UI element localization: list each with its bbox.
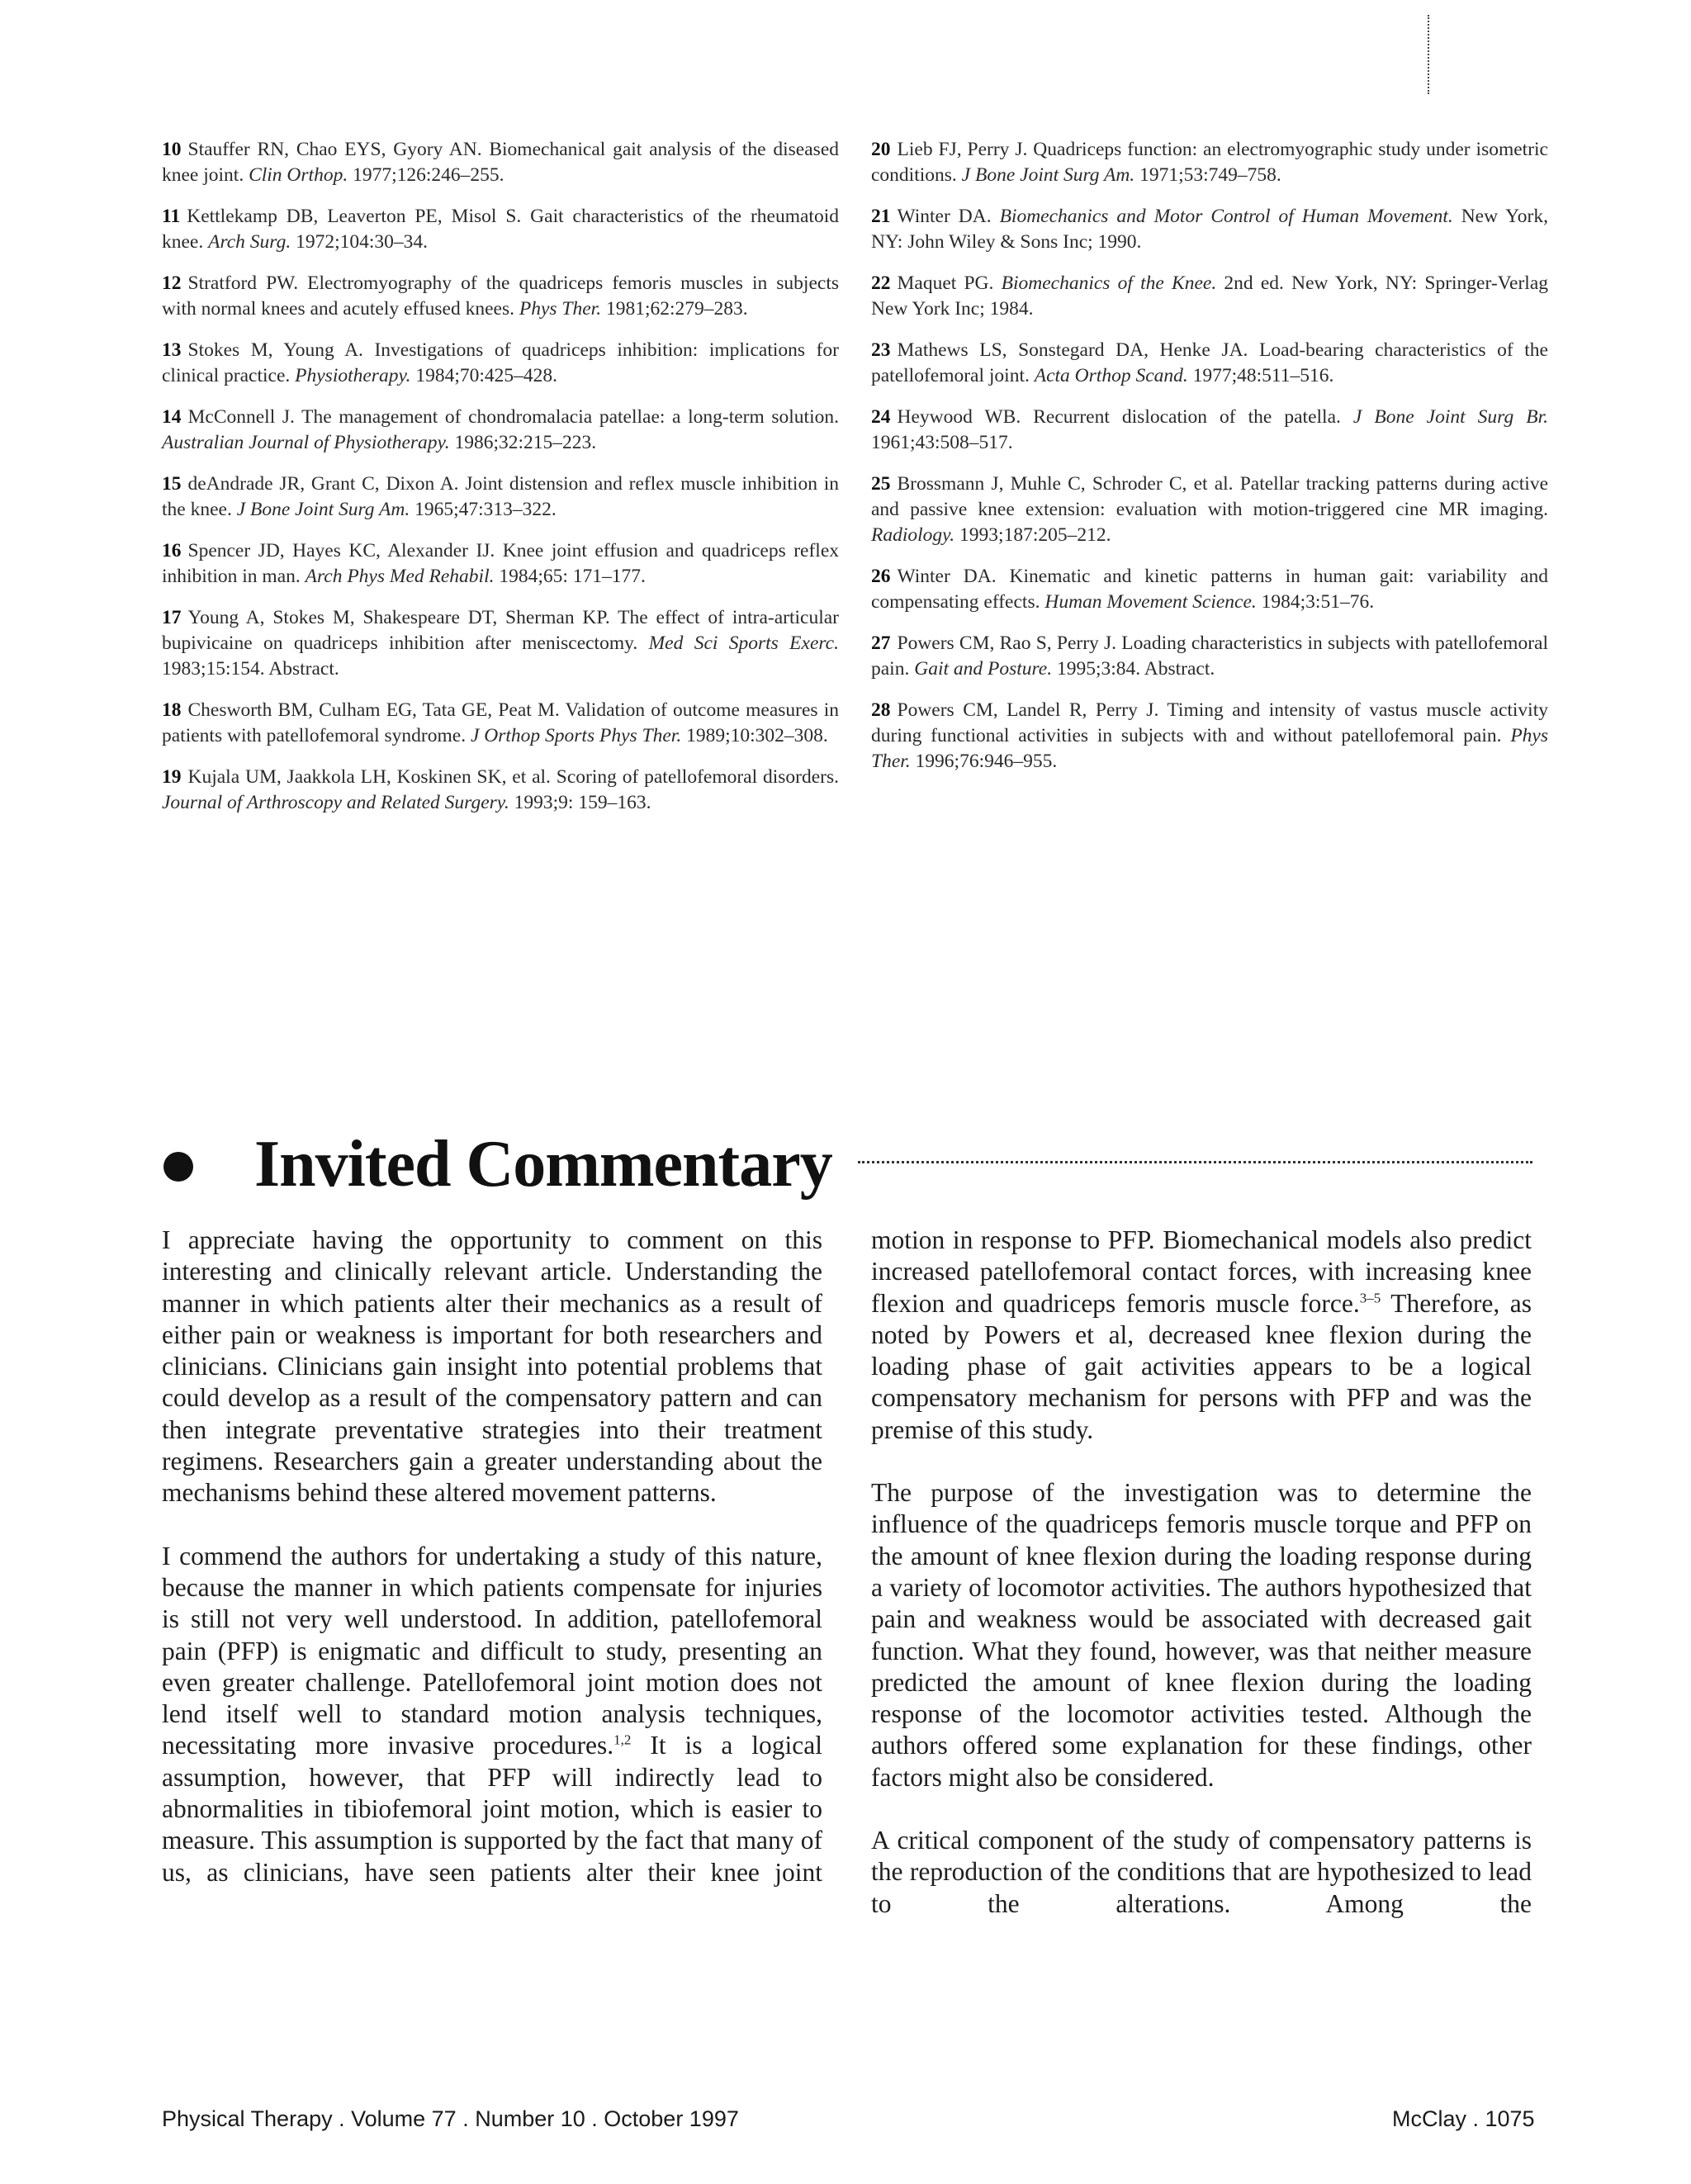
reference-journal: Journal of Arthroscopy and Related Surgery. — [162, 792, 509, 813]
reference-number: 13 — [162, 339, 182, 361]
reference-text: Young A, Stokes M, Shakespeare DT, Sherman KP. The effect of intra-articular bupivicaine on quadriceps inhibition after meniscectomy. — [162, 607, 839, 654]
reference-text: Chesworth BM, Culham EG, Tata GE, Peat M. Validation of outcome measures in patients with patellofemoral syndrome. — [162, 699, 839, 746]
reference-number: 28 — [871, 699, 891, 721]
reference-number: 22 — [871, 272, 891, 294]
reference-journal: Radiology. — [871, 524, 955, 546]
reference-item — [162, 538, 839, 590]
reference-item — [871, 137, 1548, 188]
paragraph — [162, 1541, 822, 1888]
reference-item — [871, 338, 1548, 389]
reference-item — [162, 204, 839, 255]
reference-number: 18 — [162, 699, 182, 721]
reference-text: Stokes M, Young A. Investigations of quadriceps inhibition: implications for clinical practice. — [162, 339, 839, 386]
reference-number: 27 — [871, 632, 891, 654]
footer-page-info: McClay . 1075 — [1392, 2106, 1535, 2131]
section-heading: Invited Commentary — [254, 1128, 832, 1201]
reference-journal: Phys Ther. — [871, 725, 1548, 772]
reference-journal: J Orthop Sports Phys Ther. — [470, 725, 682, 746]
reference-number: 15 — [162, 473, 182, 495]
section-heading-row — [162, 1119, 1532, 1210]
reference-item — [871, 631, 1548, 682]
reference-journal: Biomechanics and Motor Control of Human Movement. — [999, 206, 1453, 227]
reference-text: Stratford PW. Electromyography of the quadriceps femoris muscles in subjects with normal knees and acutely effused knees. — [162, 272, 839, 320]
reference-citation: 1981;62:279–283. — [601, 298, 748, 320]
reference-text: Brossmann J, Muhle C, Schroder C, et al. Patellar tracking patterns during active and passive knee extension: evaluation with motion-triggered cine MR imaging. — [871, 473, 1548, 520]
reference-journal: J Bone Joint Surg Br. — [1352, 406, 1549, 428]
reference-item — [871, 204, 1548, 255]
paragraph: A critical component of the study of compensatory patterns is the reproduction of the conditions that are hypothesized to lead to the alterations. Among the — [871, 1826, 1532, 1918]
margin-dotted-rule — [1428, 15, 1429, 94]
reference-journal: J Bone Joint Surg Am. — [236, 499, 410, 520]
reference-item — [162, 765, 839, 816]
heading-dotted-rule — [858, 1161, 1532, 1163]
citation-superscript: 1,2 — [613, 1732, 632, 1748]
reference-text: Lieb FJ, Perry J. Quadriceps function: an electromyographic study under isometric conditions. — [871, 139, 1548, 186]
reference-text: McConnell J. The management of chondromalacia patellae: a long-term solution. — [187, 406, 839, 428]
reference-journal: Gait and Posture. — [914, 658, 1053, 680]
reference-number: 23 — [871, 339, 891, 361]
reference-number: 17 — [162, 607, 182, 628]
reference-item — [871, 405, 1548, 456]
reference-number: 25 — [871, 473, 891, 495]
reference-citation: 1971;53:749–758. — [1134, 164, 1281, 186]
reference-text: Maquet PG. — [897, 272, 1002, 294]
reference-text: Heywood WB. Recurrent dislocation of the patella. — [897, 406, 1353, 428]
bullet-icon — [163, 1152, 193, 1182]
reference-number: 16 — [162, 540, 182, 561]
reference-text: Stauffer RN, Chao EYS, Gyory AN. Biomechanical gait analysis of the diseased knee joint. — [162, 139, 839, 186]
reference-text: Mathews LS, Sonstegard DA, Henke JA. Load-bearing characteristics of the patellofemoral joint. — [871, 339, 1548, 386]
reference-journal: J Bone Joint Surg Am. — [961, 164, 1135, 186]
reference-item — [162, 698, 839, 749]
reference-text: Winter DA. Kinematic and kinetic patterns in human gait: variability and compensating effects. — [871, 566, 1548, 613]
reference-journal: Acta Orthop Scand. — [1034, 365, 1188, 386]
paragraph: I appreciate having the opportunity to comment on this interesting and clinically relevant article. Understanding the manner in which patients alter their mechanics as a result of either pain or weakness is important for both researchers and clinicians. Clinicians gain insight into potential problems that could develop as a result of the compensatory pattern and can then integrate preventative strategies into their treatment regimens. Researchers gain a greater understanding about the mechanisms behind these altered movement patterns. — [162, 1225, 822, 1508]
paragraph — [871, 1225, 1532, 1446]
reference-number: 24 — [871, 406, 891, 428]
commentary-column-right — [871, 1225, 1532, 1951]
reference-citation: 1977;126:246–255. — [348, 164, 504, 186]
paragraph-text: motion in response to PFP. Biomechanical models also predict increased patellofemoral contact forces, with increasing knee flexion and quadriceps femoris muscle force. — [871, 1225, 1532, 1318]
reference-citation: 2nd ed. New York, NY: Springer-Verlag New York Inc; 1984. — [871, 272, 1549, 320]
reference-citation: 1996;76:946–955. — [910, 751, 1058, 772]
reference-journal: Human Movement Science. — [1044, 591, 1257, 613]
reference-citation: 1983;15:154. Abstract. — [162, 658, 339, 680]
paragraph: The purpose of the investigation was to determine the influence of the quadriceps femoris muscle torque and PFP on the amount of knee flexion during the loading response during a variety of locomotor activities. The authors hypothesized that pain and weakness would be associated with decreased gait function. What they found, however, was that neither measure predicted the amount of knee flexion during the loading response of the locomotor activities tested. Although the authors offered some explanation for these findings, other factors might also be considered. — [871, 1478, 1532, 1792]
reference-number: 20 — [871, 139, 891, 160]
commentary-column-left — [162, 1225, 822, 1920]
reference-item — [162, 271, 839, 322]
reference-item — [162, 471, 839, 523]
reference-item — [871, 471, 1548, 548]
reference-text: Kettlekamp DB, Leaverton PE, Misol S. Gait characteristics of the rheumatoid knee. — [162, 206, 839, 253]
reference-citation: 1986;32:215–223. — [449, 432, 597, 453]
reference-text: Powers CM, Rao S, Perry J. Loading characteristics in subjects with patellofemoral pain. — [871, 632, 1548, 680]
paragraph-text: It is a logical assumption, however, that PFP will indirectly lead to abnormalities in tibiofemoral joint motion, which is easier to measure. This assumption is supported by the fact that many of us, as clinicians, have seen patients alter their knee joint — [162, 1731, 822, 1887]
reference-text: Kujala UM, Jaakkola LH, Koskinen SK, et al. Scoring of patellofemoral disorders. — [187, 766, 839, 788]
reference-number: 14 — [162, 406, 182, 428]
reference-journal: Clin Orthop. — [249, 164, 348, 186]
reference-citation: 1984;65: 171–177. — [494, 566, 646, 587]
reference-citation: 1984;70:425–428. — [410, 365, 558, 386]
reference-citation: 1961;43:508–517. — [871, 432, 1013, 453]
reference-journal: Biomechanics of the Knee. — [1001, 272, 1217, 294]
reference-citation: 1965;47:313–322. — [410, 499, 557, 520]
paragraph-text: Therefore, as noted by Powers et al, decreased knee flexion during the loading phase of gait activities appears to be a logical compensatory mechanism for persons with PFP and was the premise of this study. — [871, 1288, 1532, 1444]
reference-text: Winter DA. — [897, 206, 1000, 227]
reference-text: Powers CM, Landel R, Perry J. Timing and intensity of vastus muscle activity during functional activities in subjects with and without patellofemoral pain. — [871, 699, 1548, 746]
reference-citation: 1989;10:302–308. — [681, 725, 828, 746]
reference-list-left — [162, 137, 839, 831]
reference-number: 26 — [871, 566, 891, 587]
reference-number: 21 — [871, 206, 891, 227]
reference-number: 19 — [162, 766, 182, 788]
reference-citation: 1977;48:511–516. — [1187, 365, 1334, 386]
reference-journal: Physiotherapy. — [295, 365, 411, 386]
reference-item — [871, 564, 1548, 615]
reference-item — [162, 605, 839, 682]
reference-text: deAndrade JR, Grant C, Dixon A. Joint distension and reflex muscle inhibition in the knee. — [162, 473, 839, 520]
reference-journal: Med Sci Sports Exerc. — [648, 632, 839, 654]
reference-text: Spencer JD, Hayes KC, Alexander IJ. Knee joint effusion and quadriceps reflex inhibition in man. — [162, 540, 839, 587]
reference-number: 10 — [162, 139, 182, 160]
reference-citation: 1984;3:51–76. — [1256, 591, 1375, 613]
reference-number: 11 — [162, 206, 181, 227]
footer-journal-info: Physical Therapy . Volume 77 . Number 10 . October 1997 — [162, 2106, 739, 2131]
reference-item — [871, 271, 1548, 322]
reference-number: 12 — [162, 272, 182, 294]
citation-superscript: 3–5 — [1359, 1290, 1381, 1306]
reference-item — [162, 338, 839, 389]
reference-item — [162, 137, 839, 188]
reference-journal: Phys Ther. — [519, 298, 602, 320]
reference-journal: Arch Phys Med Rehabil. — [305, 566, 495, 587]
reference-citation: New York, NY: John Wiley & Sons Inc; 1990. — [871, 206, 1548, 253]
paragraph-text: I commend the authors for undertaking a study of this nature, because the manner in which patients compensate for injuries is still not very well understood. In addition, patellofemoral pain (PFP) is enigmatic and difficult to study, presenting an even greater challenge. Patellofemoral joint motion does not lend itself well to standard motion analysis techniques, necessitating more invasive procedures. — [162, 1541, 822, 1760]
reference-journal: Arch Surg. — [208, 231, 291, 253]
reference-citation: 1993;187:205–212. — [954, 524, 1111, 546]
reference-list-right — [871, 137, 1548, 790]
reference-citation: 1972;104:30–34. — [291, 231, 429, 253]
reference-item — [871, 698, 1548, 775]
reference-item — [162, 405, 839, 456]
reference-journal: Australian Journal of Physiotherapy. — [162, 432, 450, 453]
reference-citation: 1993;9: 159–163. — [509, 792, 651, 813]
reference-citation: 1995;3:84. Abstract. — [1052, 658, 1215, 680]
